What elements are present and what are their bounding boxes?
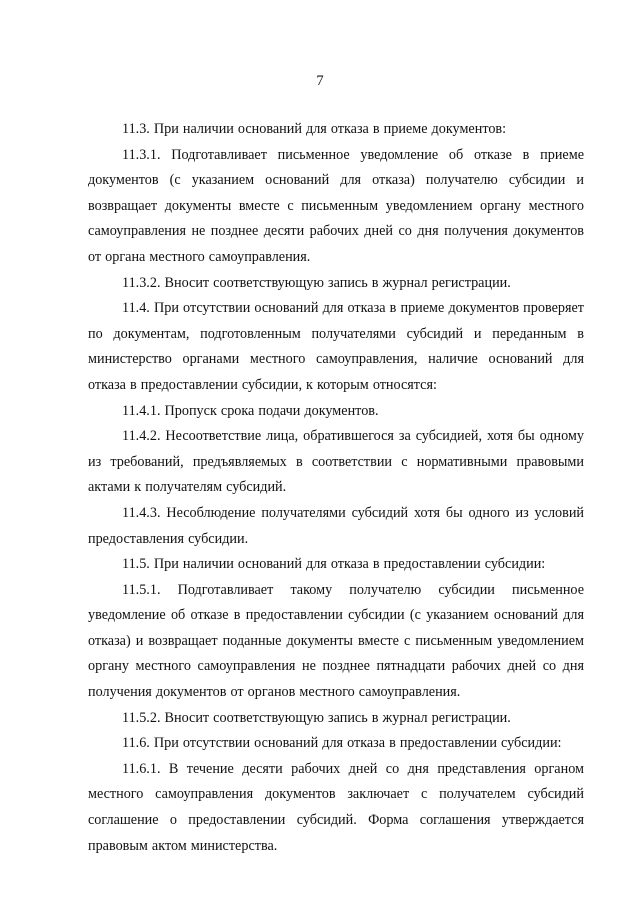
paragraph-11-4: 11.4. При отсутствии оснований для отказа в приеме документов проверяет по документам, подготовленным получателями субсидий и переданным в министерство органами местного самоуправления, наличие оснований для отказа в предоставлении субсидии, к которым относятся:	[88, 300, 584, 393]
paragraph-11-4-1: 11.4.1. Пропуск срока подачи документов.	[122, 402, 379, 419]
paragraph-11-5: 11.5. При наличии оснований для отказа в предоставлении субсидии:	[122, 556, 546, 573]
paragraph-11-6-1: 11.6.1. В течение десяти рабочих дней со дня представления органом местного самоуправления документов заключает с получателем субсидий соглашение о предоставлении субсидий. Форма соглашения утверждается правовым актом министерства.	[88, 760, 584, 854]
paragraph-11-5-1: 11.5.1. Подготавливает такому получателю субсидии письменное уведомление об отказе в предоставлении субсидии (с указанием оснований для отказа) и возвращает поданные документы вместе с письменным уведомлением органу местного самоуправления не позднее пятнадцати рабочих дней со дня получения документов от органов местного самоуправления.	[88, 581, 584, 701]
page-number: 7	[316, 73, 324, 89]
paragraph-11-3-2: 11.3.2. Вносит соответствующую запись в журнал регистрации.	[122, 274, 511, 291]
paragraph-11-4-2: 11.4.2. Несоответствие лица, обратившегося за субсидией, хотя бы одному из требований, предъявляемых в соответствии с нормативными правовыми актами к получателям субсидий.	[88, 428, 584, 496]
paragraph-11-6: 11.6. При отсутствии оснований для отказа в предоставлении субсидии:	[122, 735, 562, 752]
paragraph-11-4-3: 11.4.3. Несоблюдение получателями субсидий хотя бы одного из условий предоставления субсидии.	[88, 504, 584, 547]
document-body	[88, 117, 584, 859]
paragraph-11-3-1: 11.3.1. Подготавливает письменное уведомление об отказе в приеме документов (с указанием оснований для отказа) получателю субсидии и возвращает документы вместе с письменным уведомлением органу местного самоуправления не позднее десяти рабочих дней со дня получения документов от органа местного самоуправления.	[88, 146, 584, 265]
paragraph-11-5-2: 11.5.2. Вносит соответствующую запись в журнал регистрации.	[122, 709, 511, 726]
paragraph-11-3: 11.3. При наличии оснований для отказа в приеме документов:	[122, 121, 507, 137]
